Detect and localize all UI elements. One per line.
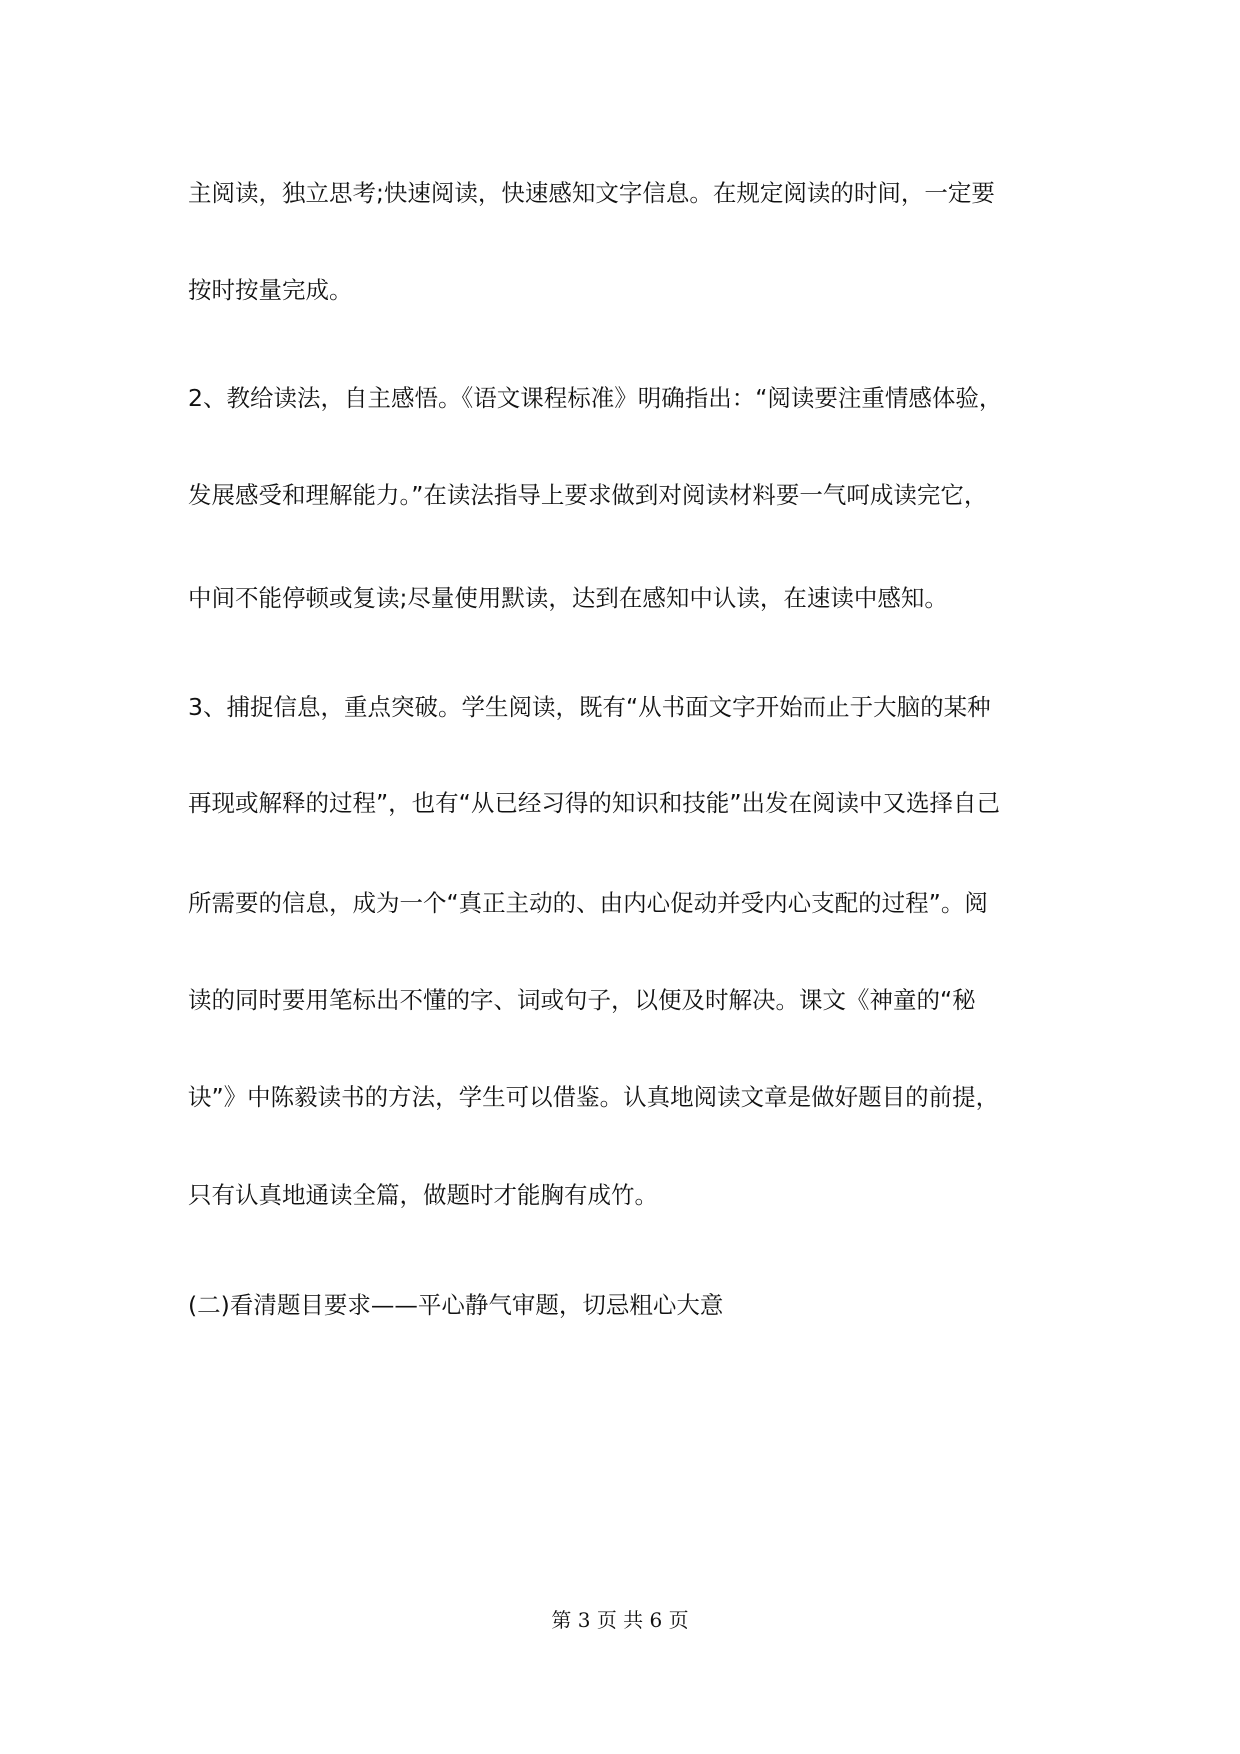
paragraph-2-line-3: 中间不能停顿或复读;尽量使用默读，达到在感知中认读，在速读中感知。 — [188, 584, 948, 612]
paragraph-3-line-4: 读的同时要用笔标出不懂的字、词或句子，以便及时解决。课文《神童的“秘 — [188, 986, 976, 1014]
page-number-footer: 第 3 页 共 6 页 — [551, 1608, 689, 1632]
paragraph-3-line-1: 3、捕捉信息，重点突破。学生阅读，既有“从书面文字开始而止于大脑的某种 — [188, 693, 991, 721]
paragraph-3-line-2: 再现或解释的过程”，也有“从已经习得的知识和技能”出发在阅读中又选择自己 — [188, 789, 1001, 817]
paragraph-1-line-2: 按时按量完成。 — [188, 276, 353, 304]
paragraph-2-line-2: 发展感受和理解能力。”在读法指导上要求做到对阅读材料要一气呵成读完它， — [188, 481, 988, 509]
paragraph-1-line-1: 主阅读，独立思考;快速阅读，快速感知文字信息。在规定阅读的时间，一定要 — [188, 179, 995, 207]
paragraph-3-line-6: 只有认真地通读全篇，做题时才能胸有成竹。 — [188, 1181, 658, 1209]
section-heading: (二)看清题目要求——平心静气审题，切忌粗心大意 — [188, 1291, 724, 1319]
paragraph-3-line-3: 所需要的信息，成为一个“真正主动的、由内心促动并受内心支配的过程”。阅 — [188, 889, 988, 917]
paragraph-2-line-1: 2、教给读法，自主感悟。《语文课程标准》明确指出：“阅读要注重情感体验， — [188, 384, 1003, 412]
paragraph-3-line-5: 诀”》中陈毅读书的方法，学生可以借鉴。认真地阅读文章是做好题目的前提， — [188, 1083, 1000, 1111]
